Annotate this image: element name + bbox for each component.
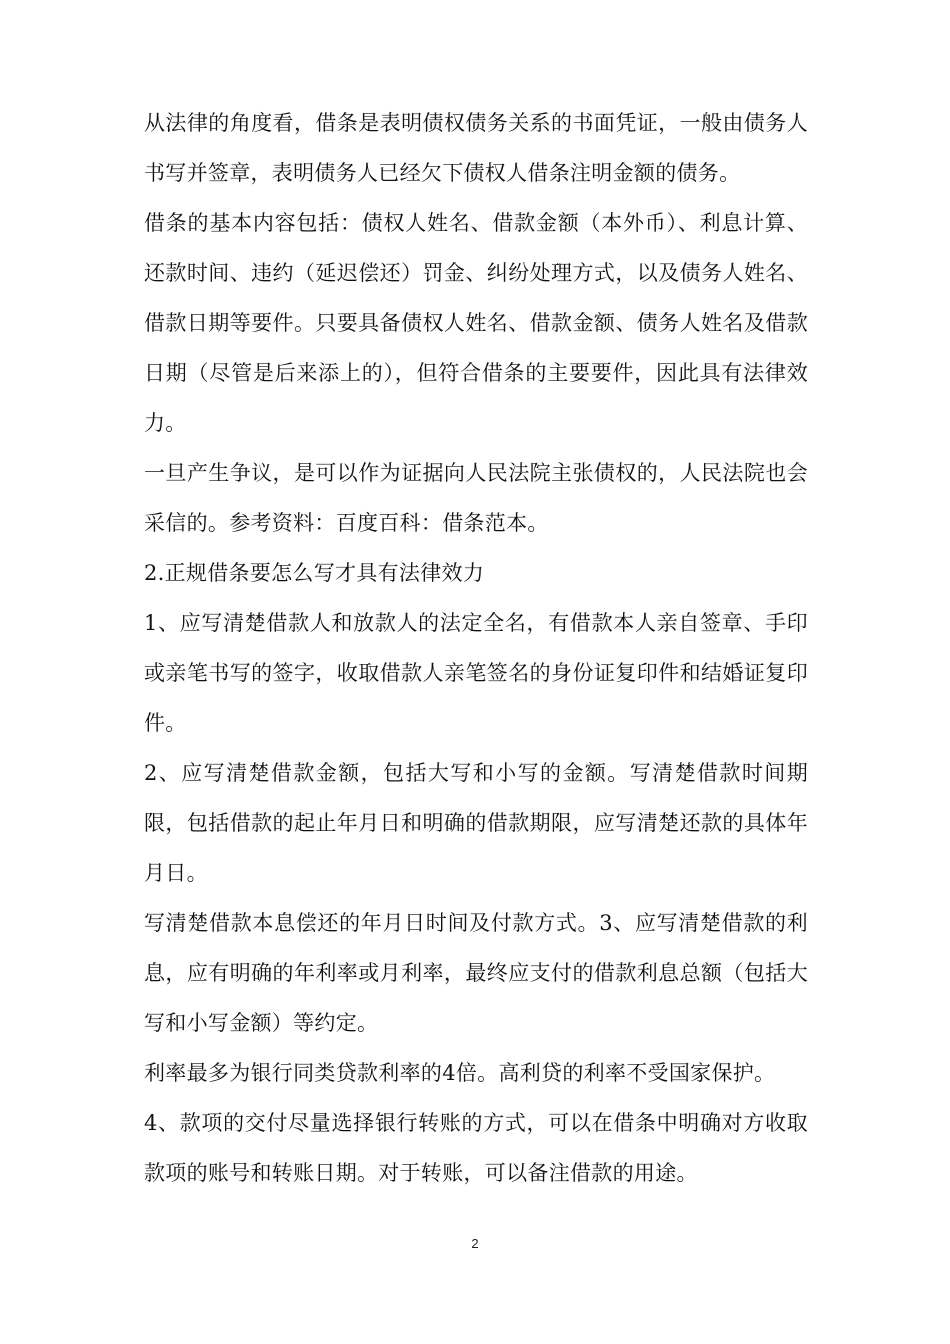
paragraph-basic-contents: 借条的基本内容包括：债权人姓名、借款金额（本外币）、利息计算、还款时间、违约（延迟偿还）罚金、纠纷处理方式，以及债务人姓名、借款日期等要件。只要具备债权人姓名、借款金额、债务人姓名及借款日期（尽管是后来添上的），但符合借条的主要要件，因此具有法律效力。 (144, 211, 808, 435)
document-body (144, 98, 808, 1198)
paragraph-item-3: 写清楚借款本息偿还的年月日时间及付款方式。3、应写清楚借款的利息，应有明确的年利率或月利率，最终应支付的借款利息总额（包括大写和小写金额）等约定。 (144, 911, 808, 1035)
paragraph-legal-definition: 从法律的角度看，借条是表明债权债务关系的书面凭证，一般由债务人书写并签章，表明债务人已经欠下债权人借条注明金额的债务。 (144, 111, 808, 185)
paragraph-interest-limit: 利率最多为银行同类贷款利率的4倍。高利贷的利率不受国家保护。 (144, 1061, 776, 1085)
section-heading: 2.正规借条要怎么写才具有法律效力 (144, 561, 485, 585)
paragraph-item-1: 1、应写清楚借款人和放款人的法定全名，有借款本人亲自签章、手印或亲笔书写的签字，收取借款人亲笔签名的身份证复印件和结婚证复印件。 (144, 611, 808, 735)
paragraph-item-4: 4、款项的交付尽量选择银行转账的方式，可以在借条中明确对方收取款项的账号和转账日期。对于转账，可以备注借款的用途。 (144, 1111, 808, 1185)
page-number: 2 (471, 1236, 479, 1251)
paragraph-dispute-evidence: 一旦产生争议，是可以作为证据向人民法院主张债权的，人民法院也会采信的。参考资料：百度百科：借条范本。 (144, 461, 808, 535)
paragraph-item-2: 2、应写清楚借款金额，包括大写和小写的金额。写清楚借款时间期限，包括借款的起止年月日和明确的借款期限，应写清楚还款的具体年月日。 (144, 761, 808, 885)
